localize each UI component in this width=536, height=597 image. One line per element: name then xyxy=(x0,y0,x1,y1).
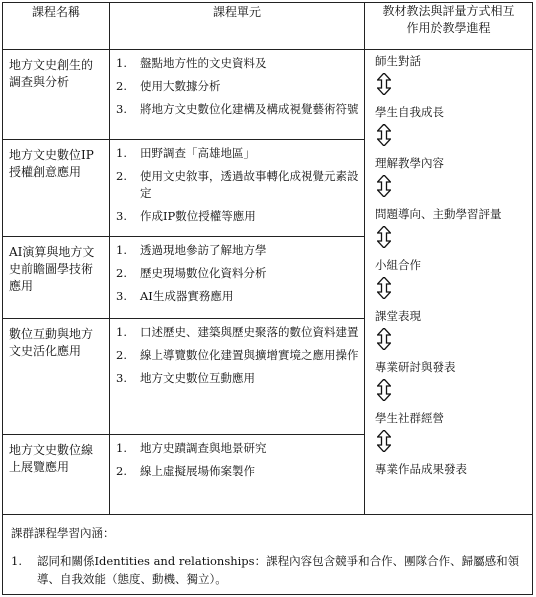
unit-item: 2. 使用大數據分析 xyxy=(116,79,221,93)
course-table-sheet xyxy=(2,2,532,595)
course-units xyxy=(110,140,365,237)
unit-item: 1. 盤點地方性的文史資料及 xyxy=(116,56,267,70)
header-method xyxy=(365,3,533,50)
unit-item: 2. 線上虛擬展場佈案製作 xyxy=(116,464,255,478)
method-step: 課堂表現 xyxy=(375,309,421,323)
method-cell xyxy=(365,50,533,515)
course-name: 數位互動與地方文史活化應用 xyxy=(3,319,110,435)
unit-item: 1. 地方史蹟調查與地景研究 xyxy=(116,441,267,455)
double-arrow-icon xyxy=(377,328,391,350)
course-name: 地方文史數位IP授權創意應用 xyxy=(3,140,110,237)
table-header-row xyxy=(3,3,533,50)
unit-item: 3. AI生成器實務應用 xyxy=(116,289,234,303)
course-name: 地方文史數位線上展覽應用 xyxy=(3,435,110,515)
learning-content-item: 1. 認同和關係Identities and relationships：課程內容包含競爭和合作、團隊合作、歸屬感和領導、自我效能（態度、動機、獨立）。 xyxy=(11,554,520,586)
unit-item: 3. 地方文史數位互動應用 xyxy=(116,371,255,385)
header-method-line1: 教材教法與評量方式相互 xyxy=(382,4,515,18)
course-table xyxy=(2,2,533,595)
unit-item: 2. 使用文史敘事，透過故事轉化成視覺元素設定 xyxy=(116,169,359,200)
header-course-unit: 課程單元 xyxy=(110,3,365,50)
footer-row xyxy=(3,515,533,595)
table-row xyxy=(3,50,533,140)
header-course-name: 課程名稱 xyxy=(3,3,110,50)
unit-item: 1. 透過現地參訪了解地方學 xyxy=(116,243,267,257)
method-step: 理解教學內容 xyxy=(375,156,444,170)
double-arrow-icon xyxy=(377,124,391,146)
method-step: 問題導向、主動學習評量 xyxy=(375,207,502,221)
unit-item: 1. 口述歷史、建築與歷史聚落的數位資料建置 xyxy=(116,325,359,339)
unit-item: 3. 作成IP數位授權等應用 xyxy=(116,209,256,223)
method-step: 專業研討與發表 xyxy=(375,360,456,374)
double-arrow-icon xyxy=(377,73,391,95)
double-arrow-icon xyxy=(377,277,391,299)
course-units xyxy=(110,237,365,319)
unit-item: 1. 田野調查「高雄地區」 xyxy=(116,146,255,160)
method-step: 師生對話 xyxy=(375,54,421,68)
method-step: 小組合作 xyxy=(375,258,421,272)
course-name: 地方文史創生的調查與分析 xyxy=(3,50,110,140)
method-steps xyxy=(375,54,530,477)
unit-item: 2. 歷史現場數位化資料分析 xyxy=(116,266,267,280)
method-step: 專業作品成果發表 xyxy=(375,462,467,476)
double-arrow-icon xyxy=(377,430,391,452)
header-method-line2: 作用於教學進程 xyxy=(406,21,491,35)
learning-content-title: 課群課程學習內涵： xyxy=(11,526,115,540)
course-name: AI演算與地方文史前瞻圖學技術應用 xyxy=(3,237,110,319)
double-arrow-icon xyxy=(377,226,391,248)
course-units xyxy=(110,319,365,435)
double-arrow-icon xyxy=(377,175,391,197)
course-units xyxy=(110,50,365,140)
unit-item: 2. 線上導覽數位化建置與擴增實境之應用操作 xyxy=(116,348,359,362)
method-step: 學生社群經營 xyxy=(375,411,444,425)
double-arrow-icon xyxy=(377,379,391,401)
course-units xyxy=(110,435,365,515)
method-step: 學生自我成長 xyxy=(375,105,444,119)
learning-content-cell xyxy=(3,515,533,595)
unit-item: 3. 將地方文史數位化建構及構成視覺藝術符號 xyxy=(116,102,359,116)
